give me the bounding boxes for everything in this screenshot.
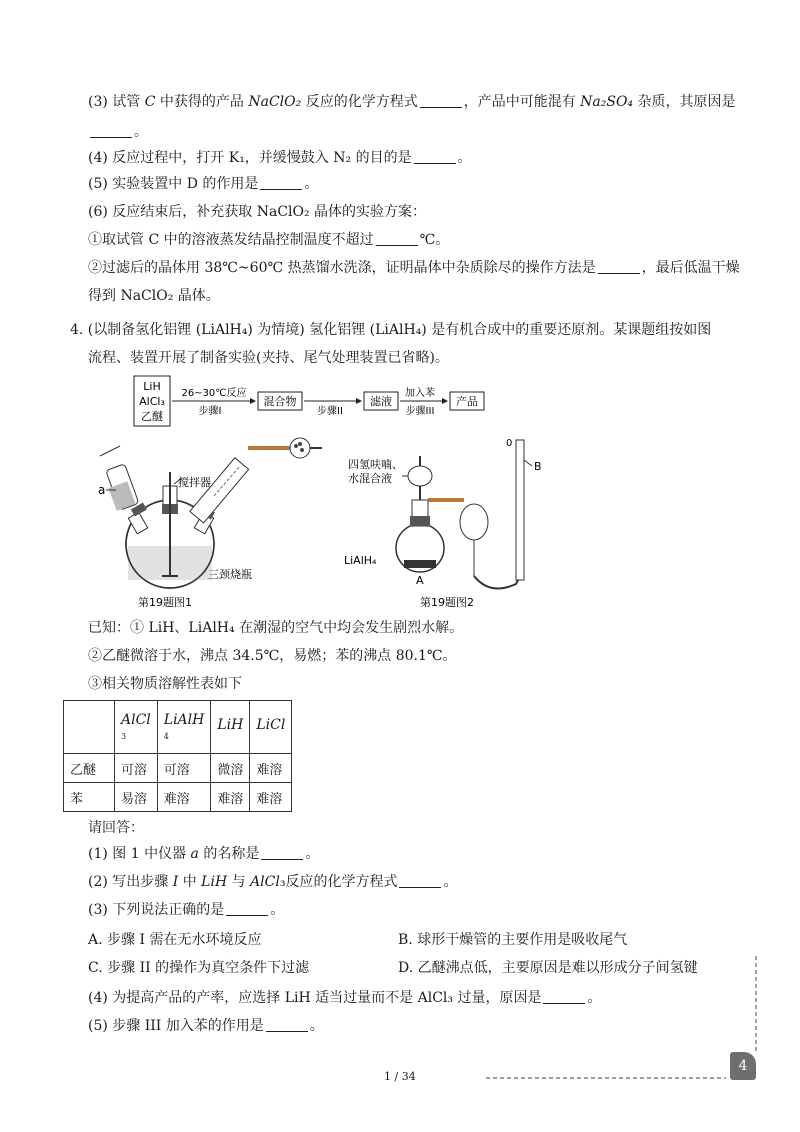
option-D[interactable]: D. 乙醚沸点低，主要原因是难以形成分子间氢键 [398,960,698,976]
problem4-intro2: 流程、装置开展了制备实验(夹持、尾气处理装置已省略)。 [88,350,449,366]
answer-4: (4) 为提高产品的产率，应选择 LiH 适当过量而不是 AlCl₃ 过量，原因是 。 [88,990,602,1006]
reactant-3: 乙醚 [141,410,163,423]
burette-B [516,440,524,580]
label-a: a [98,483,106,497]
q6-line: (6) 反应结束后，补充获取 NaClO₂ 晶体的实验方案： [88,204,427,220]
page-badge: 4 [730,1052,756,1080]
bulb [460,504,488,540]
answer-blank[interactable] [260,175,302,190]
liquid-label-2: 水混合液 [348,472,392,485]
table-header: LiCl [250,701,292,754]
solid-label: LiAlH₄ [344,554,377,567]
step3-label: 步骤III [405,406,435,417]
q6-2-line: ②过滤后的晶体用 38℃~60℃ 热蒸馏水洗涤，证明晶体中杂质除尽的操作方法是 ，最后低温干燥 [88,260,740,276]
figure-2-apparatus [340,436,560,614]
answer-3: (3) 下列说法正确的是 。 [88,902,285,918]
known-2: ②乙醚微溶于水，沸点 34.5℃，易燃；苯的沸点 80.1℃。 [88,648,457,664]
label-zero: 0 [506,438,513,449]
stirrer-label: 搅拌器 [178,476,211,489]
reactant-2: AlCl₃ [139,395,165,408]
answer-blank[interactable] [399,873,441,888]
answer-2: (2) 写出步骤 I 中 LiH 与 AlCl₃反应的化学方程式 。 [88,874,458,890]
answer-blank[interactable] [376,231,418,246]
solubility-table [63,700,292,812]
q6-2-cont: 得到 NaClO₂ 晶体。 [88,288,220,304]
answer-blank[interactable] [414,149,456,164]
liquid-label-1: 四氢呋喃、 [348,458,403,471]
step2-label: 步骤II [317,406,343,417]
answer-blank[interactable] [226,901,268,916]
table-header: LiH [211,701,250,754]
known-1: 已知：① LiH、LiAlH₄ 在潮湿的空气中均会发生剧烈水解。 [88,620,464,636]
option-C[interactable]: C. 步骤 II 的操作为真空条件下过滤 [88,960,310,976]
page-number: 1 / 34 [384,1070,416,1083]
product-label: 产品 [456,395,478,408]
q4-line: (4) 反应过程中，打开 K₁，并缓慢鼓入 N₂ 的目的是 。 [88,150,472,166]
solid-LiAlH4 [404,560,436,568]
answer-1: (1) 图 1 中仪器 a 的名称是 。 [88,846,320,862]
label-A: A [416,574,424,587]
option-A[interactable]: A. 步骤 I 需在无水环境反应 [88,932,262,948]
step3-condition: 加入苯 [405,388,435,399]
figure-1-apparatus [90,436,340,614]
label-B: B [534,460,542,473]
answer-blank[interactable] [90,123,132,138]
figure-2-caption: 第19题图2 [420,596,474,609]
q5-line: (5) 实验装置中 D 的作用是 。 [88,176,319,192]
mix-label: 混合物 [263,395,297,408]
ask-label: 请回答： [88,820,144,836]
flask-label: 三颈烧瓶 [208,568,252,581]
answer-5: (5) 步骤 III 加入苯的作用是 。 [88,1018,324,1034]
table-corner [64,701,115,754]
q3-line-cont: 。 [88,122,148,142]
step1-label: 步骤I [198,406,222,417]
known-3: ③相关物质溶解性表如下 [88,676,242,692]
flow-diagram [130,372,490,430]
answer-blank[interactable] [420,93,462,108]
filtrate-label: 滤液 [370,395,392,408]
answer-blank[interactable] [598,259,640,274]
option-B[interactable]: B. 球形干燥管的主要作用是吸收尾气 [398,932,628,948]
table-header: LiAlH 4 [157,701,211,754]
table-row: 乙醚 可溶 可溶 微溶 难溶 [64,754,292,783]
drying-tube-bulb [290,438,310,458]
reactant-1: LiH [143,380,161,393]
left-neck [128,512,147,534]
answer-blank[interactable] [261,845,303,860]
answer-blank[interactable] [266,1017,308,1032]
table-row: 苯 易溶 难溶 难溶 难溶 [64,783,292,812]
dropping-funnel [408,466,432,486]
q3-line: (3) 试管 C 中获得的产品 NaClO₂ 反应的化学方程式 ，产品中可能混有 Na₂SO₄ 杂质，其原因是 [88,94,736,110]
figure-1-caption: 第19题图1 [138,596,192,609]
table-header: AlCl 3 [115,701,158,754]
u-tube [474,576,520,589]
problem4-intro1: 4. (以制备氢化铝锂 (LiAlH₄) 为情境) 氢化铝锂 (LiAlH₄) 是有机合成中的重要还原剂。某课题组按如图 [70,322,712,338]
q6-1-line: ①取试管 C 中的溶液蒸发结晶控制温度不超过 ℃。 [88,232,450,248]
step1-condition: 26~30℃反应 [181,388,247,399]
